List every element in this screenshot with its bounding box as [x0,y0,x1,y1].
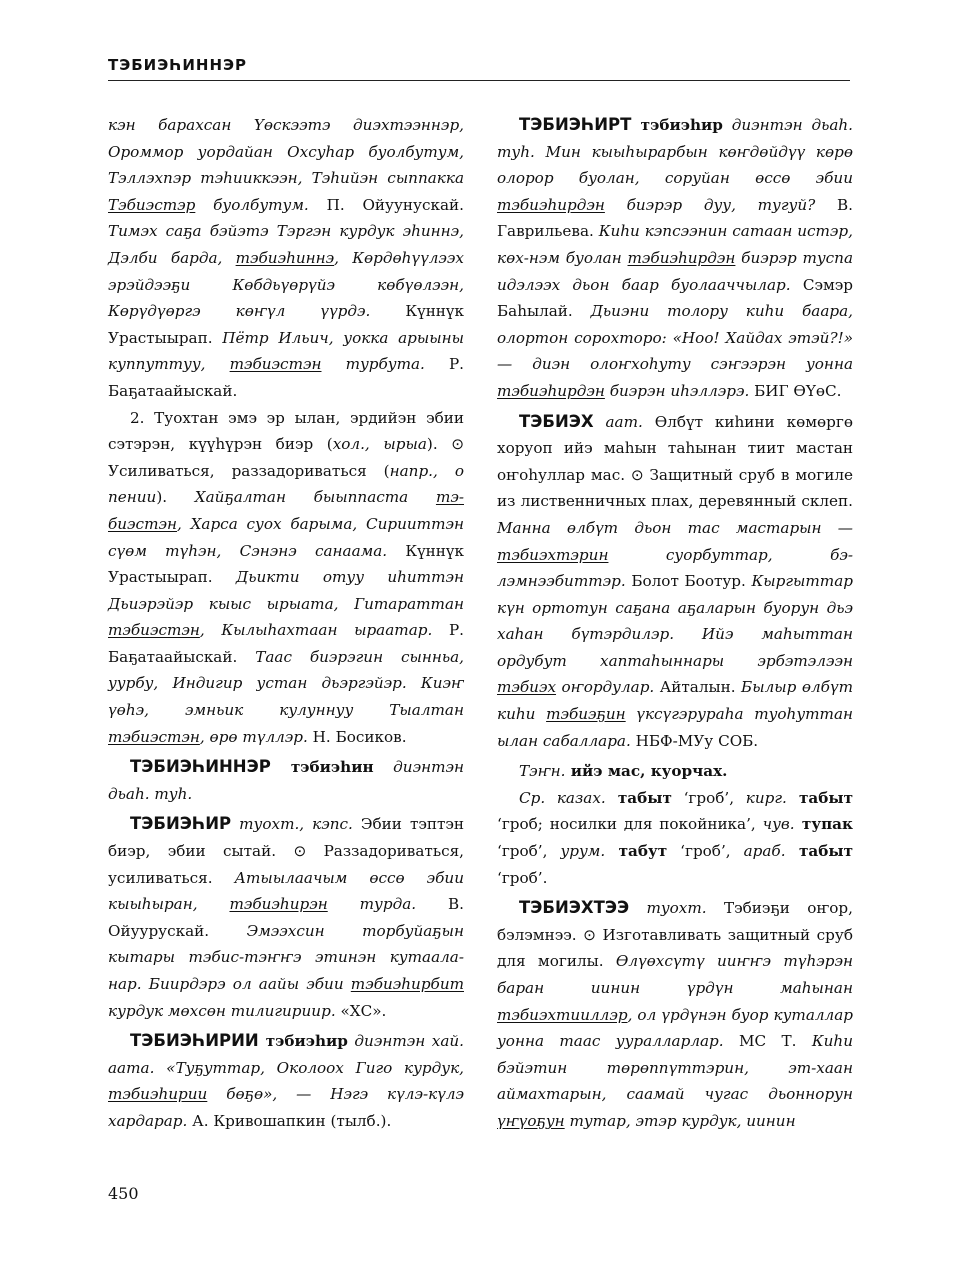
translation-text: Защитный сруб в могиле из лиственничных плах, деревянный склеп. [497,465,853,511]
quote-text: Тимэх саҕа бэйэтэ Тэргэн курдук эһиннэ, Дэлби барда, [108,222,464,267]
quote-text: оҥордулар. [556,678,655,697]
quote-text: Пётр Ильич, уокка арыыны куппуттуу, [108,328,464,374]
headword-example: тэбиэҕин [546,705,626,724]
quote-text: Киһи бэйэтин төрөппүттэрин, эт-хаан аймахтарын, саамай чугас дьоннорун [497,1032,853,1104]
source-citation: Ρ. Баҕатаайыскай. [108,355,465,400]
quote-text: биэрэр туспа идэлээх дьон баар буолааччылар. [497,248,854,294]
entry-tebiehirii [108,1028,464,1134]
source-citation: Күннүк Урастыырап. [108,302,465,347]
quote-text: Манна өлбүт дьон тас мастарын — [497,518,853,537]
headword-example: тэбиэх [497,678,557,697]
source-citation: БИГ ӨҮөС. [749,381,842,400]
punctuation: ). [426,435,452,454]
cognate-word: табыт [786,788,853,807]
quote-text: Хайҕалтан быыппаста [194,488,436,507]
headword: ТЭБИЭХ [519,411,594,431]
quote-text: кэн барахсан Үөскээтэ диэхтээннэр, Ороммор уордайан Охсуһар буолбутум, Тэллэхпэр тэһииккээн, Тэһийэн сыппакка [108,116,464,188]
source-citation: Күннүк Урастыырап. [108,541,464,587]
quote-text: турбута. [321,355,425,374]
quote-text: биэрэн иһэллэрэ. [604,381,750,400]
quote-text: бөҕө», — Нэгэ күлэ-күлэ хардарар. [108,1085,464,1130]
headword-example: тэбиэстэн [108,621,200,640]
usage-note: хол., ырыа [332,435,427,454]
quote-text: , Кылыһахтаан ыраатар. [199,621,433,640]
sense-2-paragraph [108,405,464,751]
reference-word: тэбиэһир [258,1032,348,1051]
quote-text: Дьикти отуу иһиттэн Дьиэрэйэр кыыс ырыата, Гитараттан [108,568,464,613]
source-citation: А. Кривошапкин (тылб.). [187,1111,392,1130]
cognate-word: табыт [605,788,672,807]
quote-text: диэнтэн дьаһ. туһ. Мин кыыһырарбын көҥдөйдүү көрө олорор буолан, соруйан өссө эбии [497,116,853,188]
quote-text: Былыр өлбүт киһи [497,678,853,724]
quote-text: үксүгэрураһа туоһуттан ылан сабаллара. [497,705,854,750]
source-citation: В. Ойуурускай. [108,895,464,940]
quote-text: Атыылаачым өссө эбии кыыһыран, [108,868,464,914]
headword-example: тэбиэһирдэн [497,381,605,400]
running-header: ТЭБИЭҺИННЭР [108,56,850,81]
entry-tebiehirt [497,112,853,405]
quote-text: турда. [327,895,417,914]
source-citation: Болот Боотур. [625,572,752,591]
headword-example: тэбиэхтииллэр [497,1005,628,1024]
cognate-gloss: ‘гроб’, [497,842,561,861]
headword-example: үҥүоҕун [497,1111,565,1130]
punctuation: ). [156,488,195,507]
language-label: кирг. [745,788,787,807]
headword-example: тэбиэһирбит [350,975,464,993]
language-label: казах. [545,788,606,807]
synonym-words: ийэ мас, куорчах. [565,762,728,781]
translation-text: Раззадориваться, усиливаться. [108,842,464,887]
headword-example: тэбиэстэн [108,488,464,533]
quote-text: Киһи кэпсээнин сатаан истэр, көх-нэм буолан [497,222,853,267]
definition-text: Тэбиэҕи оҥор, бэлэмнээ. [497,899,853,944]
grammar-note: диэнтэн дьаһ. туһ. [108,758,464,803]
synonyms-line [497,758,853,785]
language-label: чув. [762,815,795,834]
cognate-word: табут [605,842,668,861]
reference-word: тэбиэһин [270,758,374,777]
language-label: урум. [560,842,606,861]
left-column [108,112,464,1135]
language-label: араб. [743,842,786,861]
quote-text: курдук мөхсөн тилигириир. [108,1001,336,1020]
definition-text: Өлбүт киһини көмөргө хоруоп ийэ маһын таһынан тиит мастан оҥоһуллар мас. [497,412,854,484]
translation-marker-icon: ⊙ [630,465,644,484]
headword: ТЭБИЭХТЭЭ [519,898,630,918]
cognate-gloss: ‘гроб’. [497,868,548,887]
source-citation: НБФ-МУу СОБ. [630,731,759,750]
source-citation: П. Ойуунускай. [308,195,464,214]
headword: ТЭБИЭҺИРТ [519,115,632,134]
translation-marker-icon: ⊙ [451,435,464,454]
cognate-word: тупак [794,815,853,834]
quote-text: Өлүөхсүтү ииҥҥэ түһэрэн баран иинин үрдүн маһынан [497,952,853,997]
headword-example: тэбиэһирэн [229,895,328,914]
source-citation: Ρ. Баҕатаайыскай. [108,621,464,666]
quote-text: буолбутум. [195,195,309,214]
headword-example: тэбиэхтэрин [497,545,609,564]
quote-text: биэрэр дуу, тугуй? [604,195,816,214]
etymology-line [497,785,853,891]
grammar-note: аат. [593,412,643,431]
source-citation: «ХС». [335,1001,387,1020]
entry-tebiehir [108,811,464,1024]
cognate-word: табыт [785,842,853,861]
source-citation: МС Т. [723,1032,812,1051]
quote-text: , Көрдөһүүлээх эрэйдээҕи Көбдьүөрүйэ көбүөлээн, Көрүдүөргэ көҥүл үүрдэ. [108,248,464,321]
entry-tebieh [497,409,853,755]
compare-label: Ср. [519,788,546,807]
quote-text: диэнтэн хай. аата. «Туҕуттар, Околоох Гиго курдук, [108,1032,464,1077]
cognate-gloss: ‘гроб’, [667,842,744,861]
definition-text: 2. Туохтан эмэ эр ылан, эрдийэн эбии сэтэрэн, күүһүрэн биэр ( [108,408,464,454]
source-citation: В. Гаврильева. [497,195,853,241]
quote-text: Дьиэни толору киһи баара, олортон сорохторо: «Ноо! Хайдах этэй?!» — диэн олоҥхоһуту сэҥээрэн уонна [497,302,853,374]
grammar-note: туохт. [629,899,707,918]
translation-marker-icon: ⊙ [293,842,307,861]
cognate-gloss: ‘гроб; носилки для покойника’, [497,815,763,834]
quote-text: , Харса суох барыма, Сирииттэн сүөм түһэн, Сэнэнэ санаама. [108,514,464,560]
usage-note: напр., о пении [108,461,464,507]
entry-tebiehinner [108,754,464,807]
headword-example: тэбиэһирдэн [497,195,605,214]
quote-text: , ол үрдүнэн буор куталлар уонна таас ууралларлар. [497,1005,853,1051]
headword: ТЭБИЭҺИННЭР [130,757,271,777]
headword: ТЭБИЭҺИР [130,814,232,834]
entry-tebiehtee [497,895,853,1134]
headword-example: тэбиэстэн [108,727,200,746]
entry-continuation-paragraph [108,112,464,405]
translation-text: Изготавливать защитный сруб для могилы. [497,925,853,971]
quote-text: суорбуттар, бэлэмнээбиттэр. [497,545,853,591]
source-citation: Сэмэр Баһылай. [497,275,853,321]
quote-text: Эмээхсин торбуйаҕын кытары тэбис-тэҥҥэ этинэн кутааланар. Биирдэрэ ол аайы эбии [108,921,464,993]
headword: ТЭБИЭҺИРИИ [130,1031,259,1051]
reference-word: тэбиэһир [631,116,723,134]
source-citation: Айталын. [654,678,742,697]
quote-text: Кыргыттар күн ортотун саҕана аҕаларын буорун дьэ хаһан бүтэрдилэр. Ийэ маһыттан ордубут хаптаһыннары эрбэтэлээн [497,572,853,670]
grammar-note: туохт., кэпс. [231,815,353,834]
translation-text: Усиливаться, раззадориваться ( [108,461,390,480]
headword-example: Тэбиэстэр [108,195,196,214]
cognate-gloss: ‘гроб’, [671,788,746,807]
headword-example: тэбиэстэн [229,355,322,374]
headword-example: тэбиэһиннэ [235,248,335,267]
translation-marker-icon: ⊙ [583,925,596,944]
page-number: 450 [108,1184,139,1203]
quote-text: Таас биэрэгин сынньа, уурбу, Индигир устан дьэргэйэр. Киэҥ үөһэ, эмньик кулуннуу Тыалтан [108,647,464,720]
headword-example: тэбиэһирдэн [627,248,736,267]
quote-text: , өрө түллэр. [199,727,308,746]
headword-example: тэбиэһирии [108,1085,208,1104]
definition-text: Эбии тэптэн биэр, эбии сытай. [108,815,464,861]
synonym-label: Тэҥн. [519,762,566,781]
quote-text: тутар, этэр курдук, иинин [564,1111,796,1130]
source-citation: Н. Босиков. [307,727,407,746]
right-column [497,112,853,1135]
